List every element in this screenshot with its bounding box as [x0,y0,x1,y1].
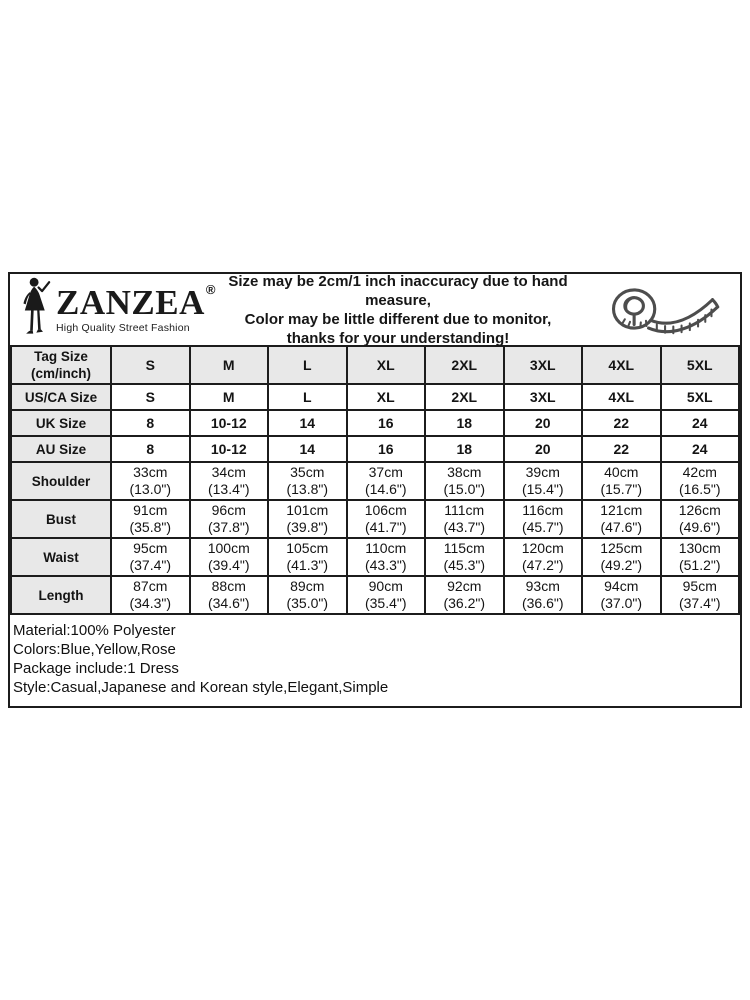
measure-cell [425,576,504,614]
measure-inch: (45.7") [521,519,564,535]
measure-cm: 101cm [286,502,329,518]
measure-cm: 38cm [447,464,482,480]
measure-inch: (35.4") [364,595,407,611]
measure-cell [111,462,190,500]
measure-inch: (47.6") [600,519,643,535]
size-cell: 3XL [504,384,583,410]
measure-cm: 40cm [604,464,639,480]
product-info [10,615,740,706]
measure-cm: 125cm [600,540,643,556]
measure-inch: (36.6") [521,595,564,611]
measure-inch: (39.4") [207,557,250,573]
size-table [10,345,740,615]
measure-inch: (49.6") [678,519,721,535]
size-cell: 24 [661,410,740,436]
measure-cell [347,500,426,538]
measure-cell [582,500,661,538]
measure-cm: 94cm [604,578,639,594]
size-cell: 2XL [425,384,504,410]
size-cell: M [190,346,269,384]
measure-cell [425,500,504,538]
measure-inch: (13.4") [207,481,250,497]
row-header-uk: UK Size [11,410,111,436]
tag-size-label-line1: Tag Size [34,349,88,364]
notice-line-1: Size may be 2cm/1 inch inaccuracy due to hand measure, [228,272,568,309]
table-row-bust [11,500,739,538]
size-cell: 14 [268,436,347,462]
brand-text-block [56,282,216,334]
table-row-au-size [11,436,739,462]
size-cell: 22 [582,410,661,436]
size-cell: 24 [661,436,740,462]
measure-inch: (43.7") [443,519,486,535]
woman-silhouette-icon [16,276,54,343]
measure-inch: (39.8") [286,519,329,535]
measure-inch: (43.3") [364,557,407,573]
measure-cell [504,538,583,576]
measure-cm: 42cm [682,464,717,480]
size-cell: 16 [347,436,426,462]
measure-cm: 88cm [211,578,246,594]
measure-inch: (34.3") [129,595,172,611]
measure-inch: (37.0") [600,595,643,611]
measure-cell [582,538,661,576]
size-cell: 5XL [661,346,740,384]
size-cell: 3XL [504,346,583,384]
table-row-uk-size [11,410,739,436]
table-row-tag-size [11,346,739,384]
row-header-length: Length [11,576,111,614]
size-cell: 18 [425,436,504,462]
measure-cm: 100cm [207,540,250,556]
measure-cm: 110cm [365,540,407,556]
size-chart-box [8,272,742,708]
measure-cm: 105cm [286,540,329,556]
measure-inch: (13.0") [129,481,172,497]
info-line-material: Material:100% Polyester [13,622,176,639]
measure-inch: (14.6") [364,481,407,497]
measure-cm: 116cm [522,502,564,518]
size-cell: 14 [268,410,347,436]
brand-tagline: High Quality Street Fashion [56,322,190,334]
measure-cell [347,576,426,614]
measure-cell [347,462,426,500]
measure-cm: 90cm [368,578,403,594]
size-cell: 18 [425,410,504,436]
measure-cell [582,462,661,500]
measure-inch: (41.3") [286,557,329,573]
measure-cm: 126cm [678,502,721,518]
measure-inch: (36.2") [443,595,486,611]
measure-cell [268,462,347,500]
measure-inch: (47.2") [521,557,564,573]
measure-inch: (51.2") [678,557,721,573]
measure-inch: (41.7") [364,519,407,535]
measure-cell [268,500,347,538]
measure-inch: (15.7") [600,481,643,497]
measure-cm: 93cm [525,578,560,594]
measure-cm: 89cm [290,578,325,594]
measure-inch: (37.4") [678,595,721,611]
measure-cell [582,576,661,614]
measure-cell [347,538,426,576]
measure-cm: 92cm [447,578,482,594]
size-cell: 16 [347,410,426,436]
row-header-shoulder: Shoulder [11,462,111,500]
measure-cm: 34cm [211,464,246,480]
table-row-usca-size [11,384,739,410]
measure-cm: 96cm [211,502,246,518]
size-cell: XL [347,346,426,384]
measure-inch: (16.5") [678,481,721,497]
size-cell: M [190,384,269,410]
measure-cm: 91cm [133,502,168,518]
info-line-style: Style:Casual,Japanese and Korean style,Elegant,Simple [13,679,389,696]
row-header-tag-size [11,346,111,384]
table-row-length [11,576,739,614]
row-header-bust: Bust [11,500,111,538]
notice-line-2: Color may be little different due to monitor, [244,310,552,328]
measure-cell [661,500,740,538]
size-cell: 20 [504,436,583,462]
measure-cm: 111cm [444,502,485,518]
size-cell: 8 [111,410,190,436]
measure-cell [268,538,347,576]
measure-inch: (35.8") [129,519,172,535]
measure-cell [425,462,504,500]
measure-cm: 37cm [368,464,403,480]
measure-cell [111,500,190,538]
measure-cell [661,538,740,576]
brand-logo [10,276,216,343]
size-cell: L [268,346,347,384]
measure-inch: (35.0") [286,595,329,611]
size-cell: 20 [504,410,583,436]
measure-inch: (37.4") [129,557,172,573]
info-line-package: Package include:1 Dress [13,660,179,677]
row-header-au: AU Size [11,436,111,462]
measure-cm: 39cm [525,464,560,480]
size-cell: 4XL [582,346,661,384]
measure-cm: 121cm [600,502,643,518]
measure-inch: (37.8") [207,519,250,535]
measure-inch: (13.8") [286,481,329,497]
registered-mark-icon: ® [205,282,216,297]
measure-cm: 87cm [133,578,168,594]
measure-cm: 130cm [678,540,721,556]
measure-cell [504,576,583,614]
measure-cm: 115cm [443,540,485,556]
brand-name: ZANZEA [56,283,205,322]
size-cell: 4XL [582,384,661,410]
measure-cell [190,538,269,576]
measure-cell [661,576,740,614]
size-cell: 10-12 [190,436,269,462]
header [10,274,740,345]
size-cell: S [111,346,190,384]
size-cell: L [268,384,347,410]
row-header-waist: Waist [11,538,111,576]
measure-cm: 120cm [521,540,564,556]
measure-cm: 33cm [133,464,168,480]
measure-cm: 35cm [290,464,325,480]
size-cell: S [111,384,190,410]
measure-cell [425,538,504,576]
measure-inch: (15.4") [521,481,564,497]
table-row-waist [11,538,739,576]
notice-line-3: thanks for your understanding! [286,329,510,347]
size-cell: XL [347,384,426,410]
measure-cm: 95cm [133,540,168,556]
measure-cell [111,538,190,576]
info-line-colors: Colors:Blue,Yellow,Rose [13,641,176,658]
measure-cell [661,462,740,500]
measure-cm: 106cm [364,502,407,518]
size-cell: 8 [111,436,190,462]
measure-cell [111,576,190,614]
tag-size-label-line2: (cm/inch) [30,366,91,381]
measure-cell [190,500,269,538]
measure-inch: (49.2") [600,557,643,573]
size-cell: 2XL [425,346,504,384]
measure-cell [190,462,269,500]
measure-notice [206,272,590,348]
row-header-usca: US/CA Size [11,384,111,410]
measure-cell [268,576,347,614]
measuring-tape-icon [590,279,740,341]
measure-inch: (45.3") [443,557,486,573]
measure-cell [190,576,269,614]
size-cell: 5XL [661,384,740,410]
size-cell: 10-12 [190,410,269,436]
measure-cell [504,462,583,500]
size-cell: 22 [582,436,661,462]
measure-cell [504,500,583,538]
measure-inch: (34.6") [207,595,250,611]
measure-inch: (15.0") [443,481,486,497]
table-row-shoulder [11,462,739,500]
measure-cm: 95cm [682,578,717,594]
